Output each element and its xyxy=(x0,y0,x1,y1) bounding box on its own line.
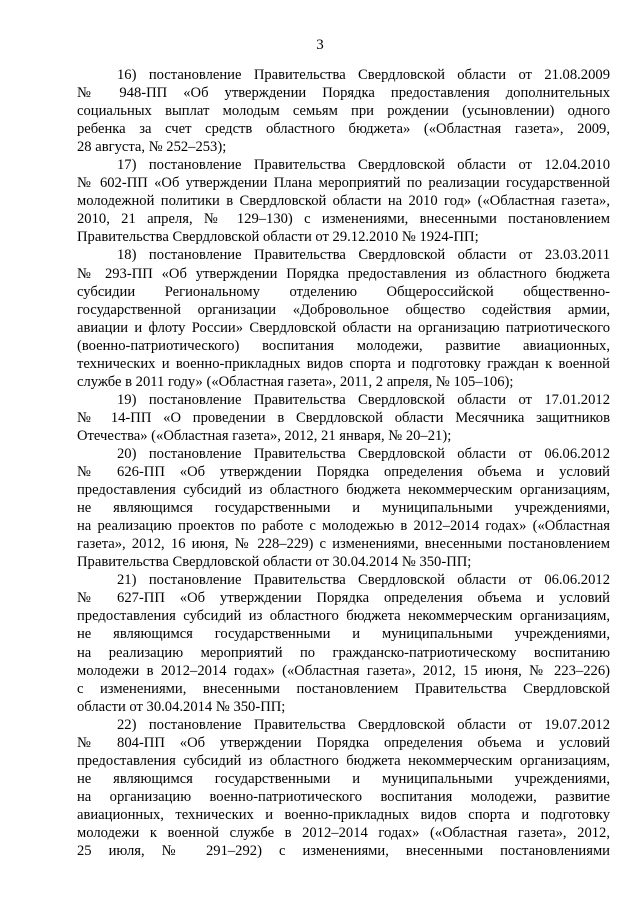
paragraph-line: не являющимся государственными и муниципальными учреждениями, xyxy=(77,500,610,517)
paragraph-line: № 293-ПП «Об утверждении Порядка предоставления из областного бюджета xyxy=(77,265,610,282)
list-item-paragraph xyxy=(77,445,610,571)
paragraph-line: на организацию военно-патриотического воспитания молодежи, развитие xyxy=(77,788,610,805)
paragraph-line: № 627-ПП «Об утверждении Порядка определения объема и условий xyxy=(77,590,610,607)
paragraph-line: молодежной политики в Свердловской области на 2010 год» («Областная газета», xyxy=(77,193,610,210)
list-item-paragraph xyxy=(77,66,610,156)
paragraph-line: на реализацию проектов по работе с молодежью в 2012–2014 годах» («Областная xyxy=(77,518,610,535)
list-item-paragraph xyxy=(77,246,610,390)
paragraph-line: 17) постановление Правительства Свердловской области от 12.04.2010 xyxy=(117,157,610,174)
paragraph-line: авиации и флоту России» Свердловской области на организацию патриотического xyxy=(77,319,610,336)
paragraph-line: на реализацию мероприятий по гражданско-патриотическому воспитанию xyxy=(77,644,610,661)
paragraph-line: № 14-ПП «О проведении в Свердловской области Месячника защитников xyxy=(77,409,610,426)
paragraph-line: Отечества» («Областная газета», 2012, 21 января, № 20–21); xyxy=(77,427,452,444)
paragraph-line: № 626-ПП «Об утверждении Порядка определения объема и условий xyxy=(77,464,610,481)
paragraph-line: службе в 2011 году» («Областная газета», 2011, 2 апреля, № 105–106); xyxy=(77,373,514,390)
paragraph-line: государственной организации «Добровольное общество содействия армии, xyxy=(77,301,610,318)
paragraph-line: предоставления субсидий из областного бюджета некоммерческим организациям, xyxy=(77,752,610,769)
paragraph-line: предоставления субсидий из областного бюджета некоммерческим организациям, xyxy=(77,482,610,499)
list-item-paragraph xyxy=(77,156,610,246)
paragraph-line: социальных выплат молодым семьям при рождении (усыновлении) одного xyxy=(77,103,610,120)
paragraph-line: № 602-ПП «Об утверждении Плана мероприятий по реализации государственной xyxy=(77,175,610,192)
paragraph-line: 16) постановление Правительства Свердловской области от 21.08.2009 xyxy=(117,67,610,83)
paragraph-line: с изменениями, внесенными постановлением Правительства Свердловской xyxy=(77,680,610,697)
paragraph-line: газета», 2012, 16 июня, № 228–229) с изменениями, внесенными постановлением xyxy=(77,536,610,553)
paragraph-line: области от 30.04.2014 № 350-ПП; xyxy=(77,698,286,715)
list-item-paragraph xyxy=(77,391,610,445)
paragraph-line: молодежи к военной службе в 2012–2014 годах» («Областная газета», 2012, xyxy=(77,824,610,841)
paragraph-line: предоставления субсидий из областного бюджета некоммерческим организациям, xyxy=(77,608,610,625)
page-number: 3 xyxy=(316,37,324,53)
list-item-paragraph xyxy=(77,571,610,715)
paragraph-line: молодежи в 2012–2014 годах» («Областная газета», 2012, 15 июня, № 223–226) xyxy=(77,662,610,679)
paragraph-line: не являющимся государственными и муниципальными учреждениями, xyxy=(77,770,610,787)
paragraph-line: 25 июля, № 291–292) с изменениями, внесенными постановлениями xyxy=(77,843,610,860)
paragraph-line: Правительства Свердловской области от 29.12.2010 № 1924-ПП; xyxy=(77,229,479,246)
paragraph-line: ребенка за счет средств областного бюджета» («Областная газета», 2009, xyxy=(77,121,610,138)
paragraph-line: 22) постановление Правительства Свердловской области от 19.07.2012 xyxy=(117,716,610,733)
paragraph-line: субсидии Региональному отделению Общероссийской общественно- xyxy=(77,283,610,300)
paragraph-line: 28 августа, № 252–253); xyxy=(77,139,227,156)
paragraph-line: № 948-ПП «Об утверждении Порядка предоставления дополнительных xyxy=(77,85,610,102)
paragraph-line: (военно-патриотического) воспитания молодежи, развитие авиационных, xyxy=(77,337,610,354)
paragraph-line: 2010, 21 апреля, № 129–130) с изменениями, внесенными постановлением xyxy=(77,211,610,228)
document-body xyxy=(77,66,610,860)
paragraph-line: № 804-ПП «Об утверждении Порядка определения объема и условий xyxy=(77,734,610,751)
paragraph-line: технических и военно-прикладных видов спорта и подготовку граждан к военной xyxy=(77,355,610,372)
paragraph-line: 21) постановление Правительства Свердловской области от 06.06.2012 xyxy=(117,572,610,589)
paragraph-line: 19) постановление Правительства Свердловской области от 17.01.2012 xyxy=(117,391,610,408)
paragraph-line: Правительства Свердловской области от 30.04.2014 № 350-ПП; xyxy=(77,554,472,571)
paragraph-line: не являющимся государственными и муниципальными учреждениями, xyxy=(77,626,610,643)
paragraph-line: 18) постановление Правительства Свердловской области от 23.03.2011 xyxy=(117,247,610,264)
paragraph-line: авиационных, технических и военно-прикладных видов спорта и подготовку xyxy=(77,806,610,823)
list-item-paragraph xyxy=(77,716,610,860)
paragraph-line: 20) постановление Правительства Свердловской области от 06.06.2012 xyxy=(117,445,610,462)
